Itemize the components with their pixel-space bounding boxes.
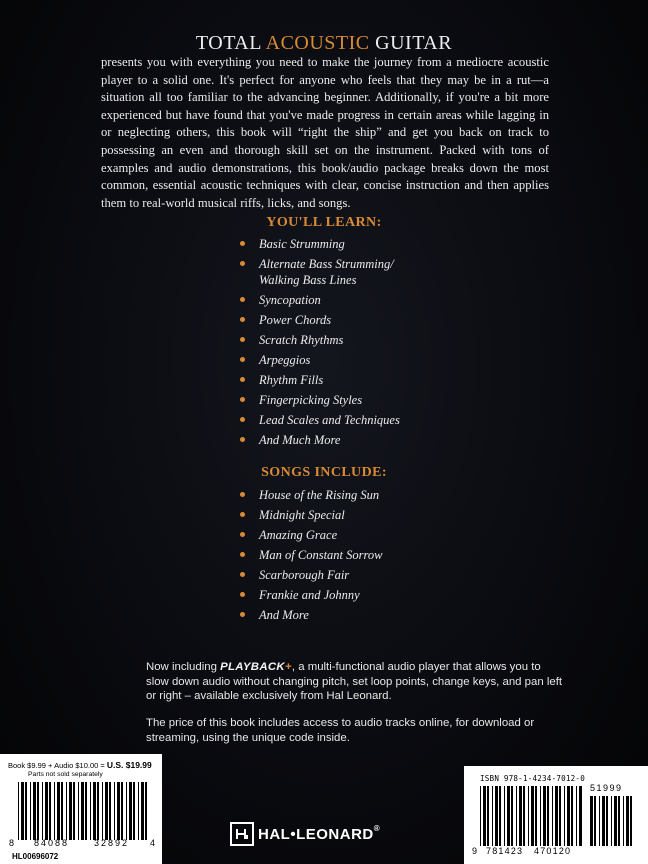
ean-right-digits: 470120 xyxy=(534,846,572,856)
learn-item-line: Walking Bass Lines xyxy=(259,273,357,287)
price-sticker xyxy=(0,754,162,864)
learn-item: Basic Strumming xyxy=(240,236,400,256)
ean-barcode xyxy=(480,786,582,846)
learn-item xyxy=(240,256,400,292)
playback-plus: + xyxy=(284,661,292,673)
addon-digits: 51999 xyxy=(590,783,623,793)
playback-promo xyxy=(146,660,566,704)
promo-intro: Now including xyxy=(146,661,221,673)
promo-rest: , a multi-functional audio player that allows you to slow down audio without changing pitch, set loop points, change keys, and pan left or right – available exclusively from Hal Leonard. xyxy=(146,661,563,702)
learn-list xyxy=(240,236,400,452)
isbn-sticker xyxy=(464,766,648,864)
learn-item: Fingerpicking Styles xyxy=(240,392,400,412)
price-breakdown: Book $9.99 + Audio $10.00 = xyxy=(8,761,107,770)
title-part-1: TOTAL xyxy=(195,32,266,54)
song-item: And More xyxy=(240,607,383,627)
upc-barcode xyxy=(18,782,148,840)
upc-right-digits: 32892 xyxy=(94,838,130,848)
playback-brand: PLAYBACK xyxy=(220,661,285,673)
ean-left-digits: 781423 xyxy=(486,846,524,856)
playback-logo xyxy=(220,661,292,673)
song-item: Midnight Special xyxy=(240,507,383,527)
song-item: Man of Constant Sorrow xyxy=(240,547,383,567)
title-part-2: GUITAR xyxy=(369,32,453,54)
registered-mark: ® xyxy=(373,824,381,833)
book-title xyxy=(0,32,648,55)
song-item: Frankie and Johnny xyxy=(240,587,383,607)
publisher-name: HAL•LEONARD xyxy=(258,825,374,843)
learn-heading: YOU'LL LEARN: xyxy=(266,215,382,230)
price-line xyxy=(8,760,152,770)
learn-item: Lead Scales and Techniques xyxy=(240,412,400,432)
song-item: House of the Rising Sun xyxy=(240,487,383,507)
songs-heading: SONGS INCLUDE: xyxy=(261,465,387,480)
audio-access-note: The price of this book includes access to audio tracks online, for download or streaming, using the unique code inside. xyxy=(146,717,535,744)
learn-item-line: Alternate Bass Strumming/ xyxy=(259,257,394,271)
price-total: U.S. $19.99 xyxy=(106,760,152,770)
addon-barcode xyxy=(590,796,636,846)
upc-first-digit: 8 xyxy=(9,838,15,848)
learn-item: Scratch Rhythms xyxy=(240,332,400,352)
upc-left-digits: 84088 xyxy=(34,838,70,848)
hal-leonard-logo-icon xyxy=(230,822,254,846)
song-item: Amazing Grace xyxy=(240,527,383,547)
songs-list xyxy=(240,487,383,627)
learn-item: Syncopation xyxy=(240,292,400,312)
learn-item: Rhythm Fills xyxy=(240,372,400,392)
learn-item: And Much More xyxy=(240,432,400,452)
title-accent: ACOUSTIC xyxy=(265,32,370,54)
book-description: presents you with everything you need to make the journey from a mediocre acoustic player to a solid one. It's perfect for anyone who feels that they may be in a rut—a situation all too familiar to the advancing beginner. Additionally, if you're a bit more experienced but have found that you've made progress in certain areas while lagging in or neglecting others, this book will “right the ship” and get you back on track to possessing an even and thorough skill set on the instrument. Packed with tons of examples and audio demonstrations, this book/audio package breaks down the most common, essential acoustic techniques with clear, concise instruction and then applies them to real-world musical riffs, licks, and songs. xyxy=(101,55,549,210)
ean-first-digit: 9 xyxy=(472,846,478,856)
price-note: Parts not sold separately xyxy=(28,771,103,778)
learn-item: Arpeggios xyxy=(240,352,400,372)
item-code: HL00696072 xyxy=(12,852,59,861)
isbn-number: ISBN 978-1-4234-7012-0 xyxy=(480,774,585,783)
publisher-logo xyxy=(230,820,380,848)
upc-last-digit: 4 xyxy=(150,838,156,848)
song-item: Scarborough Fair xyxy=(240,567,383,587)
learn-item: Power Chords xyxy=(240,312,400,332)
